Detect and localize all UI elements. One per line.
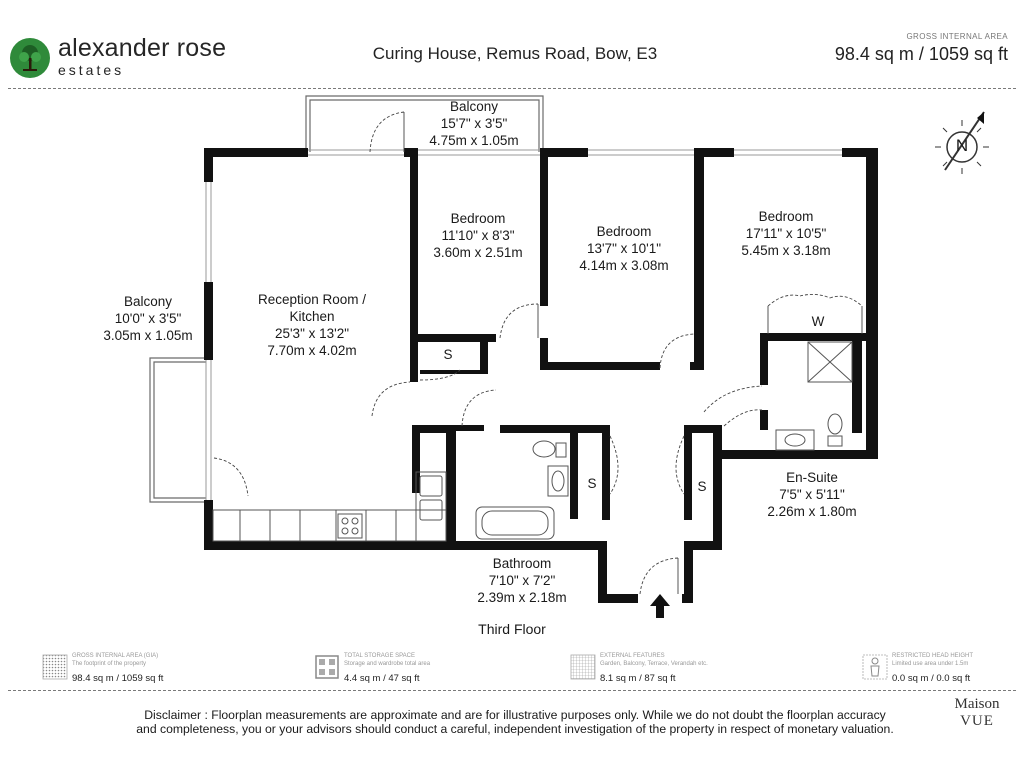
legend-title: TOTAL STORAGE SPACE (344, 653, 416, 659)
gia-label: GROSS INTERNAL AREA (906, 32, 1008, 41)
kitchen-counter (213, 472, 446, 541)
storage-icon (314, 654, 340, 680)
legend-desc: The footprint of the property (72, 661, 147, 667)
room-name: Bedroom (596, 224, 652, 239)
floor-label: Third Floor (478, 621, 546, 637)
room-imperial: 17'11" x 10'5" (745, 226, 827, 241)
maison-vue-logo (942, 696, 1012, 730)
legend-external (570, 652, 790, 686)
legend-desc: Limited use area under 1.5m (892, 661, 969, 667)
disclaimer-line-1: Disclaimer : Floorplan measurements are approximate and are for illustrative purposes only. While we do not doubt the floorplan accuracy (144, 708, 886, 722)
ensuite-fixtures (776, 342, 852, 450)
room-metric: 3.05m x 1.05m (103, 328, 193, 343)
legend-value: 98.4 sq m / 1059 sq ft (72, 673, 164, 684)
legend-title: RESTRICTED HEAD HEIGHT (892, 653, 974, 659)
maison-line-1: Maison (954, 696, 1000, 712)
room-metric: 4.14m x 3.08m (579, 258, 669, 273)
property-title: Curing House, Remus Road, Bow, E3 (372, 44, 658, 63)
balcony-left-outline (150, 358, 206, 502)
room-label-bedroom-1 (412, 210, 544, 261)
room-imperial: 7'10" x 7'2" (488, 573, 556, 588)
room-label-reception (232, 291, 392, 359)
person-height-icon (862, 654, 888, 680)
room-label-balcony-top (404, 98, 544, 149)
room-name-2: Kitchen (289, 309, 335, 324)
room-name: En-Suite (786, 470, 838, 485)
compass-north-label: N (955, 136, 969, 155)
room-label-balcony-left (78, 293, 218, 344)
legend-storage (314, 652, 514, 686)
legend-value: 0.0 sq m / 0.0 sq ft (892, 673, 971, 684)
room-label-bedroom-3 (716, 208, 856, 259)
gia-icon (42, 654, 68, 680)
room-imperial: 11'10" x 8'3" (441, 228, 515, 243)
legend-title: GROSS INTERNAL AREA (GIA) (72, 653, 159, 659)
room-label-ensuite (742, 469, 882, 520)
door-leaves (404, 112, 862, 594)
room-name: Bedroom (450, 211, 506, 226)
brand-subtitle: estates (58, 62, 125, 78)
room-metric: 7.70m x 4.02m (267, 343, 357, 358)
legend-gia (42, 652, 242, 686)
entrance-arrow-icon (650, 594, 670, 618)
room-metric: 5.45m x 3.18m (741, 243, 831, 258)
room-imperial: 7'5" x 5'11" (779, 487, 845, 502)
legend-value: 8.1 sq m / 87 sq ft (600, 673, 676, 684)
legend-head-height (862, 652, 1012, 686)
room-imperial: 25'3" x 13'2" (274, 326, 350, 341)
disclaimer (60, 708, 970, 736)
legend-desc: Garden, Balcony, Terrace, Verandah etc. (600, 661, 708, 667)
storage-label: S (587, 476, 597, 491)
room-imperial: 10'0" x 3'5" (114, 311, 182, 326)
room-name: Balcony (123, 294, 173, 309)
brand-name: alexander rose (58, 34, 227, 62)
legend-desc: Storage and wardrobe total area (344, 661, 431, 667)
room-label-bathroom (452, 555, 592, 606)
room-name: Bedroom (758, 209, 814, 224)
room-metric: 4.75m x 1.05m (429, 133, 519, 148)
legend-value: 4.4 sq m / 47 sq ft (344, 673, 420, 684)
room-imperial: 15'7" x 3'5" (440, 116, 508, 131)
legend-title: EXTERNAL FEATURES (600, 653, 665, 659)
bathroom-fixtures (476, 441, 568, 539)
room-name: Reception Room / (257, 292, 367, 307)
storage-label: S (443, 347, 453, 362)
gia-value: 98.4 sq m / 1059 sq ft (834, 44, 1008, 64)
room-name: Bathroom (492, 556, 552, 571)
room-metric: 2.26m x 1.80m (767, 504, 857, 519)
room-metric: 2.39m x 2.18m (477, 590, 567, 605)
footer-divider (8, 690, 1016, 691)
external-features-icon (570, 654, 596, 680)
disclaimer-line-2: and completeness, you or your advisors should conduct a careful, independent investigation of the property in respect of monetary valuation. (136, 722, 894, 736)
wardrobe-label: W (811, 314, 825, 329)
maison-line-2: VUE (960, 713, 994, 729)
room-metric: 3.60m x 2.51m (433, 245, 523, 260)
room-imperial: 13'7" x 10'1" (586, 241, 662, 256)
room-label-bedroom-2 (554, 223, 694, 274)
room-name: Balcony (449, 99, 499, 114)
storage-label: S (697, 479, 707, 494)
